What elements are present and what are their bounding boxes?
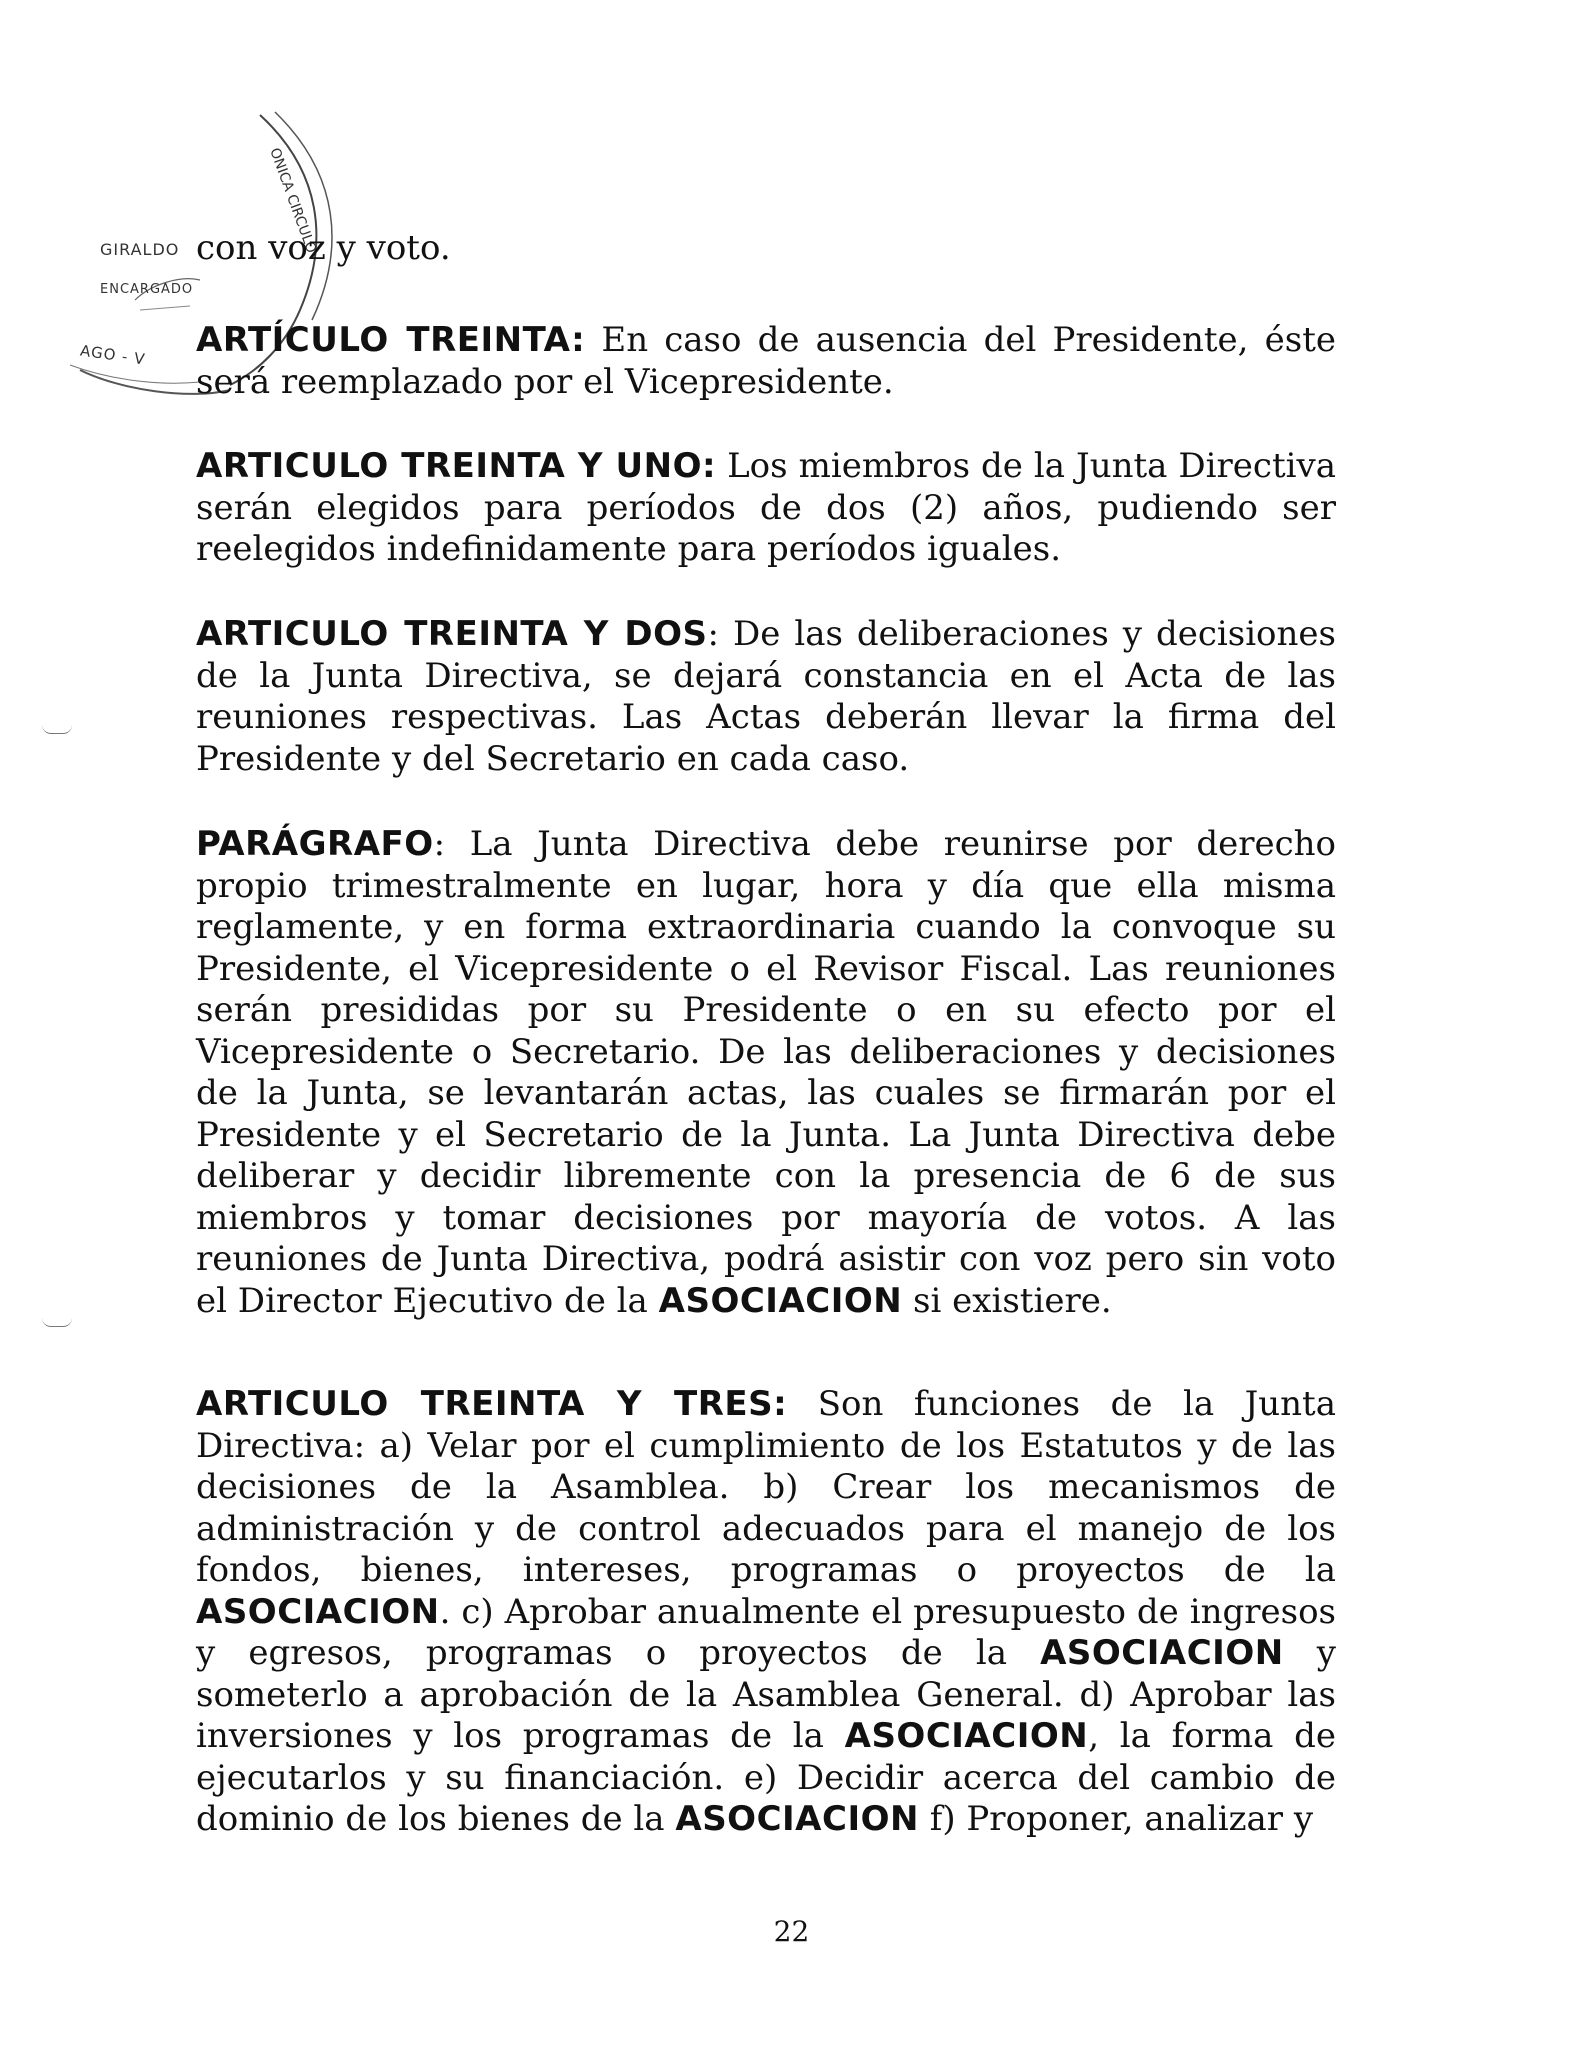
paragraph-paragrafo — [196, 824, 1336, 1322]
article-text: f) Proponer, analizar y — [918, 1799, 1314, 1839]
asociacion-bold: ASOCIACION — [196, 1591, 440, 1632]
article-heading: ARTICULO TREINTA Y TRES: — [196, 1384, 788, 1424]
paragraph-text-end: si existiere. — [902, 1280, 1112, 1321]
asociacion-bold: ASOCIACION — [675, 1799, 919, 1839]
article-text: y someterlo a aprobación de la Asamblea General. d) Aprobar las inversiones y los programas de la — [196, 1633, 1337, 1756]
asociacion-bold: ASOCIACION — [1040, 1633, 1284, 1673]
margin-mark — [42, 725, 72, 734]
article-text: , la forma de ejecutarlos y su financiación. e) Decidir acerca del cambio de dominio de los bienes de la — [196, 1716, 1336, 1839]
article-heading: ARTICULO TREINTA Y DOS — [196, 614, 708, 654]
article-text: . c) Aprobar anualmente el presupuesto de ingresos y egresos, programas o proyectos de la — [196, 1591, 1336, 1673]
article-text: Los miembros de la Junta Directiva serán elegidos para períodos de dos (2) años, pudiendo ser reelegidos indefinidamente para períodos iguales. — [196, 446, 1336, 569]
page-number: 22 — [773, 1915, 810, 1948]
article-thirty-three — [196, 1384, 1336, 1841]
paragraph-text: con voz y voto. — [196, 228, 451, 268]
paragraph-text: : La Junta Directiva debe reunirse por derecho propio trimestralmente en lugar, hora y día que ella misma reglamente, y en forma extraordinaria cuando la convoque su Presidente, el Vicepresidente o el Revisor Fiscal. Las reuniones serán presididas por su Presidente o en su efecto por el Vicepresidente o Secretario. De las deliberaciones y decisiones de la Junta, se levantarán actas, las cuales se firmarán por el Presidente y el Secretario de la Junta. La Junta Directiva debe deliberar y decidir libremente con la presencia de 6 de sus miembros y tomar decisiones por mayoría de votos. A las reuniones de Junta Directiva, podrá asistir con voz pero sin voto el Director Ejecutivo de la — [196, 824, 1336, 1321]
article-text: Son funciones de la Junta Directiva: a) Velar por el cumplimiento de los Estatutos y de las decisiones de la Asamblea. b) Crear los mecanismos de administración y de control adecuados para el manejo de los fondos, bienes, intereses, programas o proyectos de la — [196, 1384, 1336, 1590]
seal-middle-text: ENCARGADO — [100, 282, 194, 297]
paragraph-voz-y-voto — [196, 228, 1336, 270]
article-heading: ARTICULO TREINTA Y UNO: — [196, 446, 717, 486]
article-text: En caso de ausencia del Presidente, éste será reemplazado por el Vicepresidente. — [196, 320, 1336, 402]
article-heading: ARTÍCULO TREINTA: — [196, 320, 586, 360]
article-thirty-one — [196, 446, 1336, 571]
seal-ring-text: ONICA CIRCULO — [266, 145, 320, 256]
article-thirty — [196, 320, 1336, 403]
asociacion-bold: ASOCIACION — [658, 1280, 903, 1321]
seal-bottom-text: AGO - V — [79, 341, 147, 369]
margin-mark — [42, 1318, 72, 1327]
asociacion-bold: ASOCIACION — [844, 1716, 1089, 1756]
article-text: : De las deliberaciones y decisiones de la Junta Directiva, se dejará constancia en el Acta de las reuniones respectivas. Las Actas deberán llevar la firma del Presidente y del Secretario en cada caso. — [196, 614, 1336, 779]
seal-top-text: GIRALDO — [100, 240, 180, 259]
article-thirty-two — [196, 614, 1336, 780]
paragraph-heading: PARÁGRAFO — [196, 824, 434, 864]
